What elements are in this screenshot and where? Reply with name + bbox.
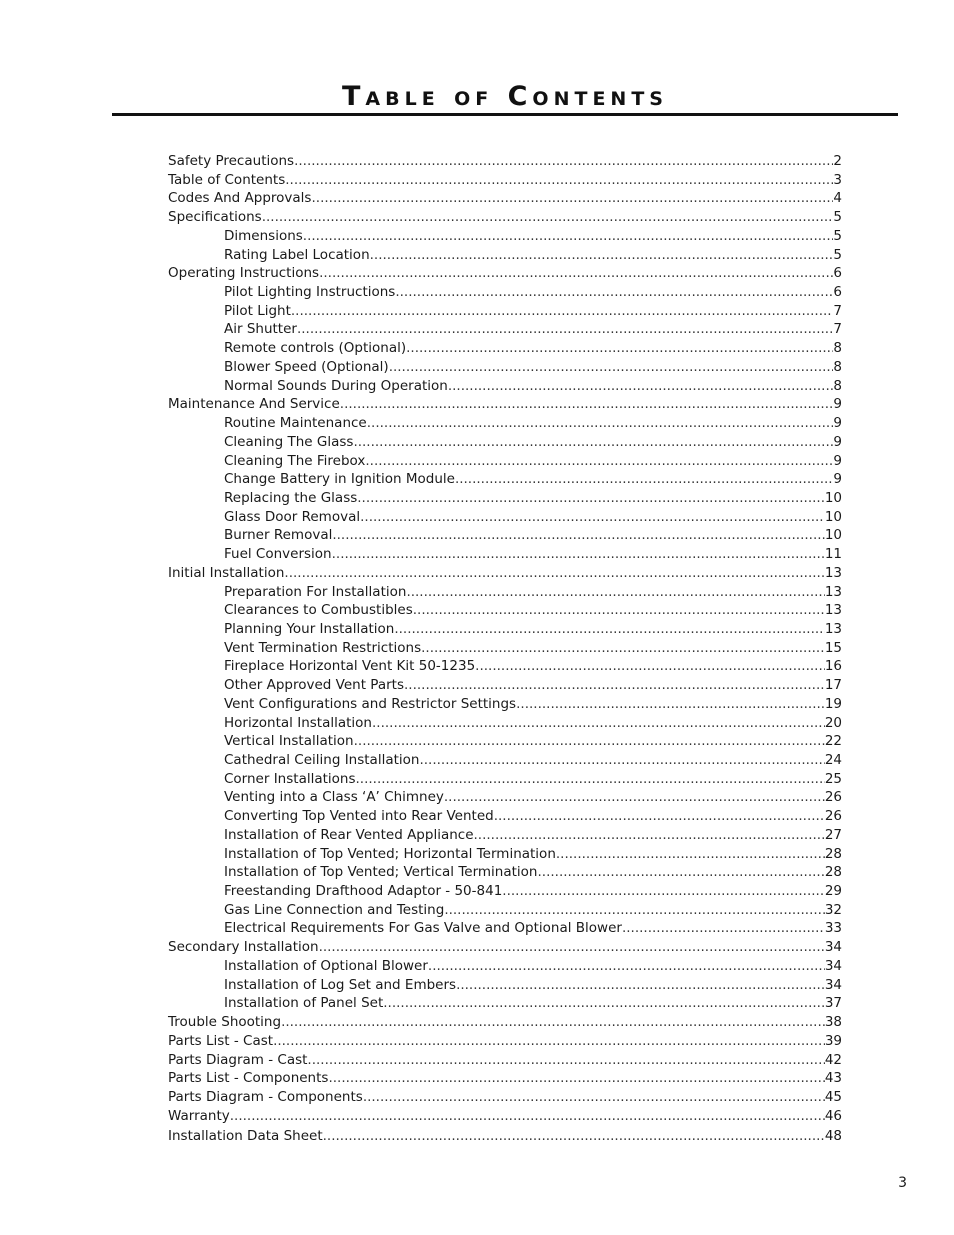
toc-entry[interactable] — [168, 395, 842, 414]
toc-entry[interactable] — [168, 1051, 842, 1070]
toc-entry-page: 10 — [824, 489, 842, 506]
toc-entry[interactable] — [168, 845, 842, 864]
dot-leader — [291, 302, 834, 321]
toc-entry[interactable] — [168, 994, 842, 1013]
toc-entry[interactable] — [168, 1107, 842, 1126]
page-title: Table of Contents — [342, 81, 668, 112]
toc-entry-label: Maintenance And Service — [168, 396, 340, 413]
toc-entry[interactable] — [168, 938, 842, 957]
toc-entry-label: Parts Diagram - Cast — [168, 1051, 308, 1068]
toc-entry-page: 20 — [824, 714, 842, 731]
toc-entry-label: Specifications — [168, 209, 262, 226]
toc-entry-page: 45 — [824, 1088, 842, 1105]
dot-leader — [448, 377, 834, 396]
dot-leader — [475, 657, 825, 676]
toc-entry[interactable] — [168, 882, 842, 901]
dot-leader — [360, 508, 825, 527]
dot-leader — [323, 1127, 825, 1146]
dot-leader — [319, 264, 833, 283]
toc-entry[interactable] — [168, 639, 842, 658]
toc-entry-label: Installation of Log Set and Embers — [224, 976, 457, 993]
toc-entry-label: Pilot Lighting Instructions — [224, 284, 396, 301]
toc-entry-page: 13 — [824, 564, 842, 581]
toc-entry[interactable] — [168, 826, 842, 845]
toc-entry[interactable] — [168, 320, 842, 339]
toc-entry-label: Table of Contents — [168, 171, 286, 188]
toc-entry[interactable] — [168, 657, 842, 676]
toc-entry[interactable] — [168, 732, 842, 751]
dot-leader — [455, 470, 833, 489]
toc-entry-label: Installation of Optional Blower — [224, 957, 428, 974]
toc-entry-label: Cleaning The Firebox — [224, 452, 366, 469]
toc-entry[interactable] — [168, 189, 842, 208]
dot-leader — [372, 714, 825, 733]
toc-entry-label: Safety Precautions — [168, 153, 295, 169]
toc-entry-label: Replacing the Glass — [224, 489, 358, 506]
toc-entry-page: 6 — [833, 265, 842, 282]
dot-leader — [494, 807, 825, 826]
dot-leader — [319, 938, 825, 957]
dot-leader — [273, 1032, 825, 1051]
toc-entry-page: 9 — [833, 433, 842, 450]
toc-entry-label: Glass Door Removal — [224, 508, 361, 525]
dot-leader — [421, 639, 825, 658]
toc-entry[interactable] — [168, 470, 842, 489]
dot-leader — [332, 526, 824, 545]
toc-entry-label: Converting Top Vented into Rear Vented — [224, 808, 494, 825]
toc-entry[interactable] — [168, 676, 842, 695]
toc-entry-page: 15 — [824, 639, 842, 656]
dot-leader — [395, 283, 833, 302]
toc-entry-page: 27 — [824, 826, 842, 843]
toc-entry-page: 34 — [824, 976, 842, 993]
toc-entry-page: 13 — [824, 583, 842, 600]
dot-leader — [370, 246, 834, 265]
dot-leader — [332, 545, 825, 564]
toc-entry-label: Installation of Panel Set — [224, 995, 384, 1012]
toc-entry-page: 22 — [824, 733, 842, 750]
toc-entry-page: 26 — [824, 808, 842, 825]
dot-leader — [502, 882, 825, 901]
toc-entry-page: 46 — [824, 1107, 842, 1124]
toc-entry-label: Dimensions — [224, 227, 303, 244]
toc-entry-label: Planning Your Installation — [224, 620, 395, 637]
toc-entry-page: 5 — [833, 227, 842, 244]
toc-entry-page: 37 — [824, 995, 842, 1012]
toc-entry-label: Installation Data Sheet — [168, 1128, 323, 1145]
toc-entry-label: Parts List - Cast — [168, 1032, 274, 1049]
dot-leader — [354, 732, 825, 751]
dot-leader — [262, 208, 834, 227]
dot-leader — [383, 994, 825, 1013]
toc-entry-label: Codes And Approvals — [168, 190, 312, 207]
toc-entry[interactable] — [168, 564, 842, 583]
toc-entry-label: Cathedral Ceiling Installation — [224, 752, 420, 768]
toc-entry[interactable] — [168, 339, 842, 358]
toc-entry-page: 7 — [833, 321, 842, 338]
toc-entry[interactable] — [168, 452, 842, 471]
toc-entry-page: 3 — [833, 171, 842, 188]
toc-entry[interactable] — [168, 433, 842, 452]
page-number: 3 — [898, 1175, 907, 1191]
dot-leader — [367, 414, 834, 433]
toc-entry-label: Vertical Installation — [224, 733, 354, 750]
toc-entry-label: Horizontal Installation — [224, 714, 372, 731]
toc-entry-label: Fuel Conversion — [224, 546, 332, 563]
toc-entry-page: 34 — [824, 939, 842, 956]
dot-leader — [284, 564, 824, 583]
toc-entry-page: 38 — [824, 1014, 842, 1031]
dot-leader — [281, 1013, 825, 1032]
toc-entry-page: 32 — [824, 901, 842, 918]
toc-entry-page: 25 — [824, 770, 842, 787]
toc-entry-label: Cleaning The Glass — [224, 433, 354, 450]
toc-entry-page: 16 — [824, 658, 842, 675]
toc-entry-page: 6 — [833, 284, 842, 301]
toc-entry[interactable] — [168, 1069, 842, 1088]
toc-entry-page: 17 — [824, 677, 842, 694]
toc-entry[interactable] — [168, 1127, 842, 1146]
toc-entry[interactable] — [168, 1032, 842, 1051]
dot-leader — [389, 358, 834, 377]
toc-entry[interactable] — [168, 957, 842, 976]
toc-entry-label: Parts List - Components — [168, 1070, 329, 1087]
toc-entry[interactable] — [168, 976, 842, 995]
toc-entry-page: 24 — [824, 752, 842, 768]
toc-entry-page: 43 — [824, 1070, 842, 1087]
toc-entry[interactable] — [168, 377, 842, 396]
toc-entry-label: Clearances to Combustibles — [224, 602, 413, 619]
dot-leader — [294, 152, 833, 171]
toc-entry-page: 4 — [833, 190, 842, 207]
toc-entry[interactable] — [168, 246, 842, 265]
toc-entry[interactable] — [168, 901, 842, 920]
toc-entry-label: Remote controls (Optional) — [224, 340, 407, 357]
table-of-contents — [168, 152, 842, 1146]
toc-entry-page: 26 — [824, 789, 842, 806]
toc-entry[interactable] — [168, 302, 842, 321]
toc-entry-label: Routine Maintenance — [224, 415, 367, 432]
dot-leader — [285, 171, 833, 190]
dot-leader — [537, 863, 824, 882]
toc-entry-page: 28 — [824, 864, 842, 881]
toc-entry-page: 9 — [833, 415, 842, 432]
toc-entry[interactable] — [168, 751, 842, 770]
toc-entry-page: 33 — [824, 920, 842, 937]
toc-entry-label: Burner Removal — [224, 527, 333, 544]
toc-entry[interactable] — [168, 489, 842, 508]
toc-entry-page: 8 — [833, 358, 842, 375]
toc-entry-label: Freestanding Drafthood Adaptor - 50-841 — [224, 883, 503, 900]
toc-entry-label: Change Battery in Ignition Module — [224, 471, 455, 488]
dot-leader — [311, 189, 833, 208]
toc-entry-label: Installation of Rear Vented Appliance — [224, 826, 474, 843]
dot-leader — [307, 1051, 824, 1070]
toc-entry-page: 8 — [833, 377, 842, 394]
dot-leader — [340, 395, 834, 414]
toc-entry-page: 28 — [824, 845, 842, 862]
toc-entry-page: 13 — [824, 602, 842, 619]
toc-entry[interactable] — [168, 1013, 842, 1032]
toc-entry-page: 9 — [833, 452, 842, 469]
toc-entry-label: Air Shutter — [224, 321, 297, 338]
toc-entry-label: Gas Line Connection and Testing — [224, 901, 445, 918]
dot-leader — [428, 957, 825, 976]
toc-entry-label: Vent Termination Restrictions — [224, 639, 422, 656]
dot-leader — [363, 1088, 825, 1107]
toc-entry[interactable] — [168, 919, 842, 938]
toc-entry-page: 9 — [833, 396, 842, 413]
toc-entry-page: 8 — [833, 340, 842, 357]
toc-entry[interactable] — [168, 283, 842, 302]
dot-leader — [406, 339, 833, 358]
toc-entry-page: 13 — [824, 620, 842, 637]
dot-leader — [556, 845, 825, 864]
toc-entry[interactable] — [168, 264, 842, 283]
toc-entry[interactable] — [168, 414, 842, 433]
title-rule — [112, 113, 898, 116]
dot-leader — [406, 583, 824, 602]
dot-leader — [444, 788, 825, 807]
dot-leader — [353, 433, 833, 452]
toc-entry[interactable] — [168, 358, 842, 377]
toc-entry[interactable] — [168, 695, 842, 714]
toc-entry[interactable] — [168, 583, 842, 602]
toc-entry-page: 39 — [824, 1032, 842, 1049]
dot-leader — [456, 976, 825, 995]
dot-leader — [404, 676, 825, 695]
toc-entry-label: Installation of Top Vented; Horizontal Termination — [224, 845, 556, 862]
toc-entry-label: Corner Installations — [224, 770, 356, 787]
toc-entry-label: Rating Label Location — [224, 246, 370, 263]
toc-entry[interactable] — [168, 171, 842, 190]
toc-entry[interactable] — [168, 714, 842, 733]
dot-leader — [303, 227, 834, 246]
toc-entry-page: 11 — [824, 546, 842, 563]
toc-entry-label: Operating Instructions — [168, 265, 320, 282]
toc-entry[interactable] — [168, 620, 842, 639]
dot-leader — [413, 601, 825, 620]
toc-entry[interactable] — [168, 1088, 842, 1107]
toc-entry[interactable] — [168, 770, 842, 789]
toc-entry[interactable] — [168, 545, 842, 564]
toc-entry-label: Preparation For Installation — [224, 583, 407, 600]
toc-entry-label: Electrical Requirements For Gas Valve and Optional Blower — [224, 920, 622, 937]
toc-entry-page: 48 — [824, 1128, 842, 1145]
toc-entry-page: 42 — [824, 1051, 842, 1068]
toc-entry-page: 34 — [824, 957, 842, 974]
toc-entry-page: 5 — [833, 209, 842, 226]
dot-leader — [328, 1069, 824, 1088]
dot-leader — [230, 1107, 825, 1126]
toc-entry-label: Warranty — [168, 1107, 230, 1124]
dot-leader — [357, 489, 825, 508]
toc-entry[interactable] — [168, 807, 842, 826]
toc-entry-label: Other Approved Vent Parts — [224, 677, 404, 694]
toc-entry[interactable] — [168, 788, 842, 807]
dot-leader — [444, 901, 825, 920]
toc-entry-label: Vent Configurations and Restrictor Settings — [224, 695, 517, 712]
toc-entry-page: 10 — [824, 508, 842, 525]
dot-leader — [516, 695, 825, 714]
toc-entry-label: Venting into a Class ‘A’ Chimney — [224, 789, 444, 806]
dot-leader — [394, 620, 824, 639]
toc-entry-label: Trouble Shooting — [168, 1014, 282, 1031]
toc-entry-page: 2 — [833, 153, 842, 169]
toc-entry-label: Normal Sounds During Operation — [224, 377, 448, 394]
toc-entry-page: 19 — [824, 695, 842, 712]
toc-entry-label: Installation of Top Vented; Vertical Termination — [224, 864, 538, 881]
toc-entry[interactable] — [168, 526, 842, 545]
toc-entry-label: Pilot Light — [224, 302, 291, 319]
toc-entry[interactable] — [168, 508, 842, 527]
toc-entry-label: Secondary Installation — [168, 939, 319, 956]
dot-leader — [622, 919, 825, 938]
toc-entry-page: 10 — [824, 527, 842, 544]
dot-leader — [419, 751, 824, 770]
toc-entry-label: Parts Diagram - Components — [168, 1088, 363, 1105]
toc-entry-page: 9 — [833, 471, 842, 488]
toc-entry-label: Initial Installation — [168, 564, 285, 581]
dot-leader — [356, 770, 825, 789]
dot-leader — [297, 320, 833, 339]
toc-entry[interactable] — [168, 227, 842, 246]
dot-leader — [365, 452, 833, 471]
toc-entry[interactable] — [168, 601, 842, 620]
dot-leader — [474, 826, 825, 845]
toc-entry-label: Blower Speed (Optional) — [224, 358, 389, 375]
toc-entry[interactable] — [168, 863, 842, 882]
toc-entry-label: Fireplace Horizontal Vent Kit 50-1235 — [224, 658, 476, 675]
toc-entry[interactable] — [168, 208, 842, 227]
toc-entry-page: 29 — [824, 883, 842, 900]
toc-entry-page: 5 — [833, 246, 842, 263]
toc-entry[interactable] — [168, 152, 842, 171]
toc-entry-page: 7 — [833, 302, 842, 319]
